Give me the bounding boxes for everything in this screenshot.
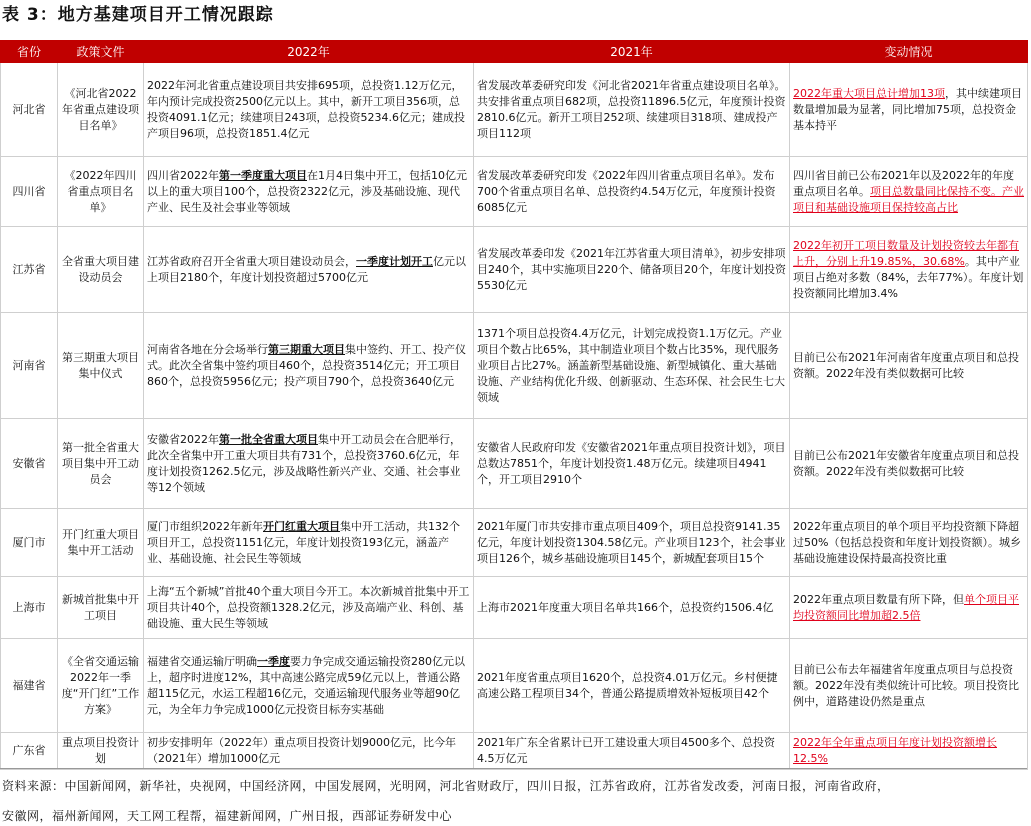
cell-2021 [474, 733, 790, 770]
cell-text: 四川省2022年 [147, 168, 219, 182]
source-line-1: 资料来源：中国新闻网，新华社，央视网，中国经济网，中国发展网，光明网，河北省财政厅，四川日报，江苏省政府，江苏省发改委，河南日报，河南省政府， [2, 779, 890, 793]
cell-text: 初步安排明年（2022年）重点项目投资计划9000亿元，比今年（2021年）增加1000亿元 [147, 736, 456, 765]
cell-2022 [144, 639, 474, 733]
cell-text: 四川省目前已公布2021年以及2022年的年度重点项目名单。 [793, 168, 1014, 198]
highlight-text: 单个项目平均投资额同比增加超2.5倍 [793, 592, 1019, 622]
source-line-2: 安徽网，福州新闻网，天工网工程帮，福建新闻网，广州日报，西部证券研发中心 [2, 809, 453, 823]
policy-cell: 全省重大项目建设动员会 [58, 227, 144, 313]
table-row [1, 577, 1028, 639]
cell-text: 2021年广东全省累计已开工建设重大项目4500多个、总投资4.5万亿元 [477, 736, 775, 765]
change-cell [790, 509, 1028, 577]
cell-text: 1371个项目总投资4.4万亿元，计划完成投资1.1万亿元。产业项目个数占比65%，其中制造业项目个数占比35%，现代服务业项目占比27%。涵盖新型基础设施、新型城镇化、重大基础设施、产业结构优化升级、创新驱动、生态环保、社会民生七大领域 [477, 326, 785, 404]
policy-cell: 开门红重大项目集中开工活动 [58, 509, 144, 577]
table-title: 表 3：地方基建项目开工情况跟踪 [2, 5, 274, 25]
cell-2022 [144, 419, 474, 509]
cell-text: 厦门市组织2022年新年 [147, 519, 263, 533]
cell-2021 [474, 639, 790, 733]
province-cell: 河南省 [1, 313, 58, 419]
policy-cell: 重点项目投资计划 [58, 733, 144, 770]
bottom-divider [0, 768, 1027, 769]
highlight-text: 2022年初开工项目数量及计划投资较去年都有上升，分别上升19.85%，30.68% [793, 238, 1019, 268]
emphasis-text: 第一季度重大项目 [219, 168, 307, 182]
table-header-row [1, 41, 1028, 63]
table-row [1, 733, 1028, 770]
change-cell [790, 63, 1028, 157]
header-change: 变动情况 [790, 41, 1028, 63]
cell-text: 福建省交通运输厅明确 [147, 654, 257, 668]
cell-text: 集中开工活动，共132个项目开工，总投资1151亿元，年度计划投资193亿元，涵盖产业、基础设施、社会民生等领域 [147, 519, 460, 565]
province-cell: 福建省 [1, 639, 58, 733]
table-row [1, 157, 1028, 227]
cell-2021 [474, 157, 790, 227]
change-cell [790, 313, 1028, 419]
table-row [1, 509, 1028, 577]
change-cell [790, 639, 1028, 733]
cell-2021 [474, 577, 790, 639]
header-2022: 2022年 [144, 41, 474, 63]
policy-cell: 第三期重大项目集中仪式 [58, 313, 144, 419]
cell-text: ，其中续建项目数量增加最为显著，同比增加75项，总投资金基本持平 [793, 86, 1022, 132]
change-cell [790, 733, 1028, 770]
emphasis-text: 一季度计划开工 [356, 254, 433, 268]
table-row [1, 313, 1028, 419]
policy-cell: 第一批全省重大项目集中开工动员会 [58, 419, 144, 509]
cell-text: 河南省各地在分会场举行 [147, 342, 268, 356]
cell-2021 [474, 313, 790, 419]
cell-text: 省发展改革委印发《2021年江苏省重大项目清单》，初步安排项目240个，其中实施项目220个、储备项目20个，年度计划投资5530亿元 [477, 246, 786, 292]
highlight-text: 2022年重大项目总计增加13项 [793, 86, 945, 100]
cell-text: 安徽省2022年 [147, 432, 219, 446]
province-cell: 广东省 [1, 733, 58, 770]
emphasis-text: 一季度 [257, 654, 290, 668]
province-cell: 上海市 [1, 577, 58, 639]
cell-text: 在1月4日集中开工，包括10亿元以上的重大项目100个，总投资2322亿元，涉及基础设施、现代产业、民生及社会事业等领域 [147, 168, 467, 214]
cell-text: 集中开工动员会在合肥举行，此次全省集中开工重大项目共有731个，总投资3760.6亿元，年度计划投资1262.5亿元，涉及战略性新兴产业、交通、社会事业等12个领域 [147, 432, 461, 494]
highlight-text: 2022年全年重点项目年度计划投资额增长12.5% [793, 736, 997, 765]
cell-text: 。其中产业项目占绝对多数（84%，去年77%）。年度计划投资额同比增加3.4% [793, 254, 1024, 300]
cell-text: 2022年重点项目数量有所下降，但 [793, 592, 964, 606]
emphasis-text: 第三期重大项目 [268, 342, 345, 356]
cell-2022 [144, 509, 474, 577]
change-cell [790, 577, 1028, 639]
table-row [1, 227, 1028, 313]
province-cell: 安徽省 [1, 419, 58, 509]
province-cell: 厦门市 [1, 509, 58, 577]
cell-2021 [474, 227, 790, 313]
cell-text: 亿元以上项目2180个，年度计划投资超过5700亿元 [147, 254, 466, 284]
projects-table [0, 40, 1028, 770]
change-cell [790, 419, 1028, 509]
policy-cell: 新城首批集中开工项目 [58, 577, 144, 639]
cell-2022 [144, 577, 474, 639]
province-cell: 河北省 [1, 63, 58, 157]
cell-2021 [474, 419, 790, 509]
cell-text: 安徽省人民政府印发《安徽省2021年重点项目投资计划》，项目总数达7851个，年度计划投资1.48万亿元。续建项目4941个，开工项目2910个 [477, 440, 786, 486]
cell-2022 [144, 157, 474, 227]
cell-text: 上海“五个新城”首批40个重大项目今开工。本次新城首批集中开工项目共计40个，总投资额1328.2亿元，涉及高端产业、科创、基础设施、重大民生等领域 [147, 584, 470, 630]
cell-2022 [144, 733, 474, 770]
policy-cell: 《2022年四川省重点项目名单》 [58, 157, 144, 227]
change-cell [790, 227, 1028, 313]
cell-text: 目前已公布2021年河南省年度重点项目和总投资额。2022年没有类似数据可比较 [793, 350, 1019, 380]
policy-cell: 《全省交通运输2022年一季度“开门红”工作方案》 [58, 639, 144, 733]
header-province: 省份 [1, 41, 58, 63]
header-2021: 2021年 [474, 41, 790, 63]
cell-2022 [144, 63, 474, 157]
cell-text: 上海市2021年度重大项目名单共166个，总投资约1506.4亿 [477, 600, 774, 614]
table-row [1, 419, 1028, 509]
table-row [1, 63, 1028, 157]
header-policy: 政策文件 [58, 41, 144, 63]
province-cell: 四川省 [1, 157, 58, 227]
emphasis-text: 第一批全省重大项目 [219, 432, 318, 446]
cell-2021 [474, 63, 790, 157]
change-cell [790, 157, 1028, 227]
cell-2022 [144, 227, 474, 313]
cell-text: 江苏省政府召开全省重大项目建设动员会， [147, 254, 356, 268]
cell-text: 目前已公布2021年安徽省年度重点项目和总投资额。2022年没有类似数据可比较 [793, 448, 1019, 478]
cell-text: 要力争完成交通运输投资280亿元以上，超序时进度12%，其中高速公路完成59亿元以上，普通公路超115亿元，水运工程超16亿元，交通运输现代服务业等超90亿元，为全年力争完成1000亿元投资目标夯实基础 [147, 654, 465, 716]
emphasis-text: 开门红重大项目 [263, 519, 340, 533]
cell-text: 2021年厦门市共安排市重点项目409个，项目总投资9141.35亿元，年度计划投资1304.58亿元。产业项目123个，社会事业项目126个，城乡基础设施项目145个，新城配套项目15个 [477, 519, 786, 565]
cell-2022 [144, 313, 474, 419]
cell-text: 集中签约、开工、投产仪式。此次全省集中签约项目460个，总投资3514亿元；开工项目860个，总投资5956亿元；投产项目790个，总投资3640亿元 [147, 342, 466, 388]
table-row [1, 639, 1028, 733]
cell-text: 2022年重点项目的单个项目平均投资额下降超过50%（包括总投资和年度计划投资额）。城乡基础设施建设保持最高投资比重 [793, 519, 1021, 565]
table-body [1, 63, 1028, 770]
province-cell: 江苏省 [1, 227, 58, 313]
policy-cell: 《河北省2022年省重点建设项目名单》 [58, 63, 144, 157]
cell-text: 2022年河北省重点建设项目共安排695项，总投资1.12万亿元，年内预计完成投资2500亿元以上。其中，新开工项目356项，总投资4091.1亿元；续建项目243项，总投资5234.6亿元；建成投产项目96项，总投资1851.4亿元 [147, 78, 465, 140]
cell-text: 省发展改革委研究印发《2022年四川省重点项目名单》。发布700个省重点项目名单、总投资约4.54万亿元，年度预计投资6085亿元 [477, 168, 776, 214]
cell-text: 省发展改革委研究印发《河北省2021年省重点建设项目名单》。共安排省重点项目682项，总投资11896.5亿元，年度预计投资2810.6亿元。新开工项目252项、续建项目318项、建成投产项目112项 [477, 78, 786, 140]
cell-text: 目前已公布去年福建省年度重点项目与总投资额。2022年没有类似统计可比较。项目投资比例中，道路建设仍然是重点 [793, 662, 1019, 708]
cell-text: 2021年度省重点项目1620个，总投资4.01万亿元。乡村便捷高速公路工程项目34个，普通公路提质增效补短板项目42个 [477, 670, 778, 700]
cell-2021 [474, 509, 790, 577]
highlight-text: 项目总数量同比保持不变。产业项目和基础设施项目保持较高占比 [793, 184, 1024, 214]
